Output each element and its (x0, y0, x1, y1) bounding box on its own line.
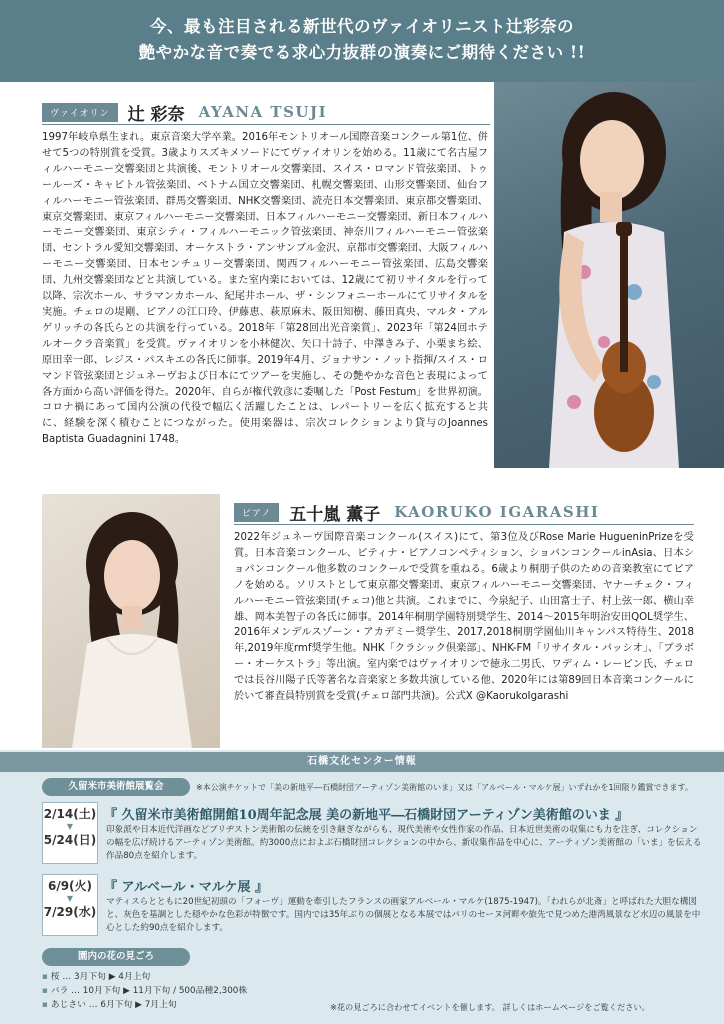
exhibition-1-title: 『 久留米市美術館開館10周年記念展 美の新地平―石橋財団アーティゾン美術館のいま 』 (104, 808, 629, 823)
date-arrow-icon: ▼ (66, 822, 74, 831)
pianist-name-jp: 五十嵐 薫子 (289, 504, 381, 525)
header-line-2: 艶やかな音で奏でる求心力抜群の演奏にご期待ください !! (138, 43, 586, 62)
flower-item: ▪ バラ … 10月下旬 ▶ 11月下旬 / 500品種2,300株 (42, 986, 248, 996)
flower-item: ▪ 桜 … 3月下旬 ▶ 4月上旬 (42, 972, 151, 982)
exhibition-2-desc: マティスらとともに20世紀初頭の「フォーヴ」運動を牽引したフランスの画家アルベール・マルケ(1875-1947)。「われらが北斎」と呼ばれた大胆な構図と、灰色を基調とした穏やかな色彩が特徴です。国内では35年ぶりの個展となる本展ではパリのセーヌ河畔や旅先で見つめた港湾風景など水辺の風景を中心とした約90点を紹介します。 (106, 897, 701, 933)
violinist-name-row (42, 100, 327, 124)
bullet-icon: ▪ (42, 986, 51, 996)
violinist-name-underline (42, 124, 490, 125)
pianist-bio: 2022年ジュネーヴ国際音楽コンクール(スイス)にて、第3位及びRose Marie HugueninPrizeを受賞。日本音楽コンクール、ピティナ・ピアノコンペティション、ショパンコンクールinAsia、日本ショパンコンクール他多数のコンクールで受賞を重ねる。6歳より桐朋子供のための音楽教室にてピアノを始める。ソリストとして東京都交響楽団、東京フィルハーモニー交響楽団、ヤナーチェク・フィルハーモニー管弦楽団(チェコ)他と共演。これまでに、今泉紀子、山田富士子、村上弦一郎、横山幸雄、岡本美智子の各氏に師事。2014年桐朋学園特別奨学生、2014〜2015年明治安田QOL奨学生、2016年メンデルスゾーン・アカデミー奨学生、2017,2018桐朋学園仙川キャンパス特待生、2018年,2019年度rmf奨学生他。NHK「クラシック倶楽部」、NHK-FM「リサイタル・パッシオ」、「ブラボー・オーケストラ」等出演。室内楽ではヴァイオリンで徳永二男氏、ワディム・レーピン氏、チェロでは長谷川陽子氏等著名な音楽家と多数共演している他、2020年には第89回日本音楽コンクールに於いて審査員特別賞を受賞(チェロ部門共演)。公式X @KaorukoIgarashi (234, 532, 694, 703)
exhibition-2-title: 『 アルベール・マルケ展 』 (104, 880, 269, 895)
violinist-name-en: AYANA TSUJI (198, 103, 328, 121)
pianist-photo-illustration (42, 494, 220, 748)
museum-exhibition-label: 久留米市美術館展覧会 (42, 778, 190, 796)
info-title: 石橋文化センター情報 (0, 752, 724, 772)
pianist-name-underline (234, 524, 694, 525)
violinist-role-tag: ヴァイオリン (42, 103, 118, 122)
pianist-photo (42, 494, 220, 748)
date-arrow-icon: ▼ (66, 894, 74, 903)
flower-season-label: 園内の花の見ごろ (42, 948, 190, 966)
bullet-icon: ▪ (42, 1000, 51, 1010)
exhibition-2-start: 6/9(火) (47, 879, 93, 893)
header-line-1: 今、最も注目される新世代のヴァイオリニスト辻彩奈の (149, 17, 574, 36)
footer-note: ※花の見ごろに合わせてイベントを催します。 詳しくはホームページをご覧ください。 (330, 1002, 650, 1012)
bullet-icon: ▪ (42, 972, 51, 982)
violinist-photo (494, 82, 724, 468)
pianist-name-en: KAORUKO IGARASHI (394, 503, 600, 521)
exhibition-2-end: 7/29(水) (43, 905, 97, 919)
pianist-role-tag: ピアノ (234, 503, 279, 522)
exhibition-1-start: 2/14(土) (43, 807, 97, 821)
exhibition-1-desc: 印象派や日本近代洋画などブリヂストン美術館の伝統を引き継ぎながらも、現代美術や女性作家の作品、日本近世美術の収集にも力を注ぎ、コレクションの幅を広げ続けるアーティゾン美術館。約3000点におよぶ石橋財団コレクションの中から、新収集作品を中心に、アーティゾン美術館の「いま」を伝える作品80点を紹介します。 (106, 825, 702, 861)
exhibition-2-dates (42, 878, 98, 920)
header-banner (0, 0, 724, 82)
violinist-name-jp: 辻 彩奈 (127, 104, 185, 125)
exhibition-1-end: 5/24(日) (43, 833, 97, 847)
violinist-bio: 1997年岐阜県生まれ。東京音楽大学卒業。2016年モントリオール国際音楽コンクール第1位、併せて5つの特別賞を受賞。3歳よりスズキメソードにてヴァイオリンを始める。11歳にて名古屋フィルハーモニー交響楽団と共演後、モントリオール交響楽団、スイス・ロマンド管弦楽団、トゥールーズ・キャピトル管弦楽団、ベトナム国立交響楽団、札幌交響楽団、山形交響楽団、仙台フィルハーモニー管弦楽団、群馬交響楽団、NHK交響楽団、読売日本交響楽団、東京都交響楽団、東京交響楽団、東京フィルハーモニー交響楽団、日本フィルハーモニー交響楽団、新日本フィルハーモニー交響楽団、東京シティ・フィルハーモニック管弦楽団、神奈川フィルハーモニー管弦楽団、セントラル愛知交響楽団、オーケストラ・アンサンブル金沢、京都市交響楽団、大阪フィルハーモニー交響楽団、日本センチュリー交響楽団、関西フィルハーモニー管弦楽団、広島交響楽団、九州交響楽団などと共演している。また室内楽においては、12歳にて初リサイタルを行って以降、宗次ホール、サラマンカホール、紀尾井ホール、ザ・シンフォニーホールにてリサイタルを実施。チェロの堤剛、ピアノの江口玲、伊藤恵、萩原麻未、阪田知樹、藤田真央、マルタ・アルゲリッチの各氏らとの共演を行っている。2018年「第28回出光音楽賞」、2023年「第24回ホテルオークラ音楽賞」を受賞。ヴァイオリンを小林健次、矢口十詩子、中澤きみ子、小栗まち絵、原田幸一郎、レジス・パスキエの各氏に師事。2019年4月、ジョナサン・ノット指揮/スイス・ロマンド管弦楽団とジュネーヴおよび日本にてツアーを実施し、その艶やかな音色と表現によって各方面から高い評価を得た。2020年、自らが権代敦彦に委嘱した「Post Festum」を世界初演。コロナ禍にあって国内公演の代役で幅広く活躍したことは、レパートリーを広く拡充すると共に、経験を深く積むことにつながった。使用楽器は、宗次コレクションより貸与のJoannes Baptista Guadagnini 1748。 (42, 132, 488, 446)
pianist-name-row (234, 500, 599, 524)
exhibition-1-dates (42, 806, 98, 848)
violinist-photo-illustration (494, 82, 724, 468)
flower-list (42, 970, 362, 1012)
museum-ticket-note: ※本公演チケットで「美の新地平―石橋財団アーティゾン美術館のいま」又は「アルベール・マルケ展」いずれかを1回限り鑑賞できます。 (196, 783, 693, 792)
flower-item: ▪ あじさい … 6月下旬 ▶ 7月上旬 (42, 1000, 177, 1010)
